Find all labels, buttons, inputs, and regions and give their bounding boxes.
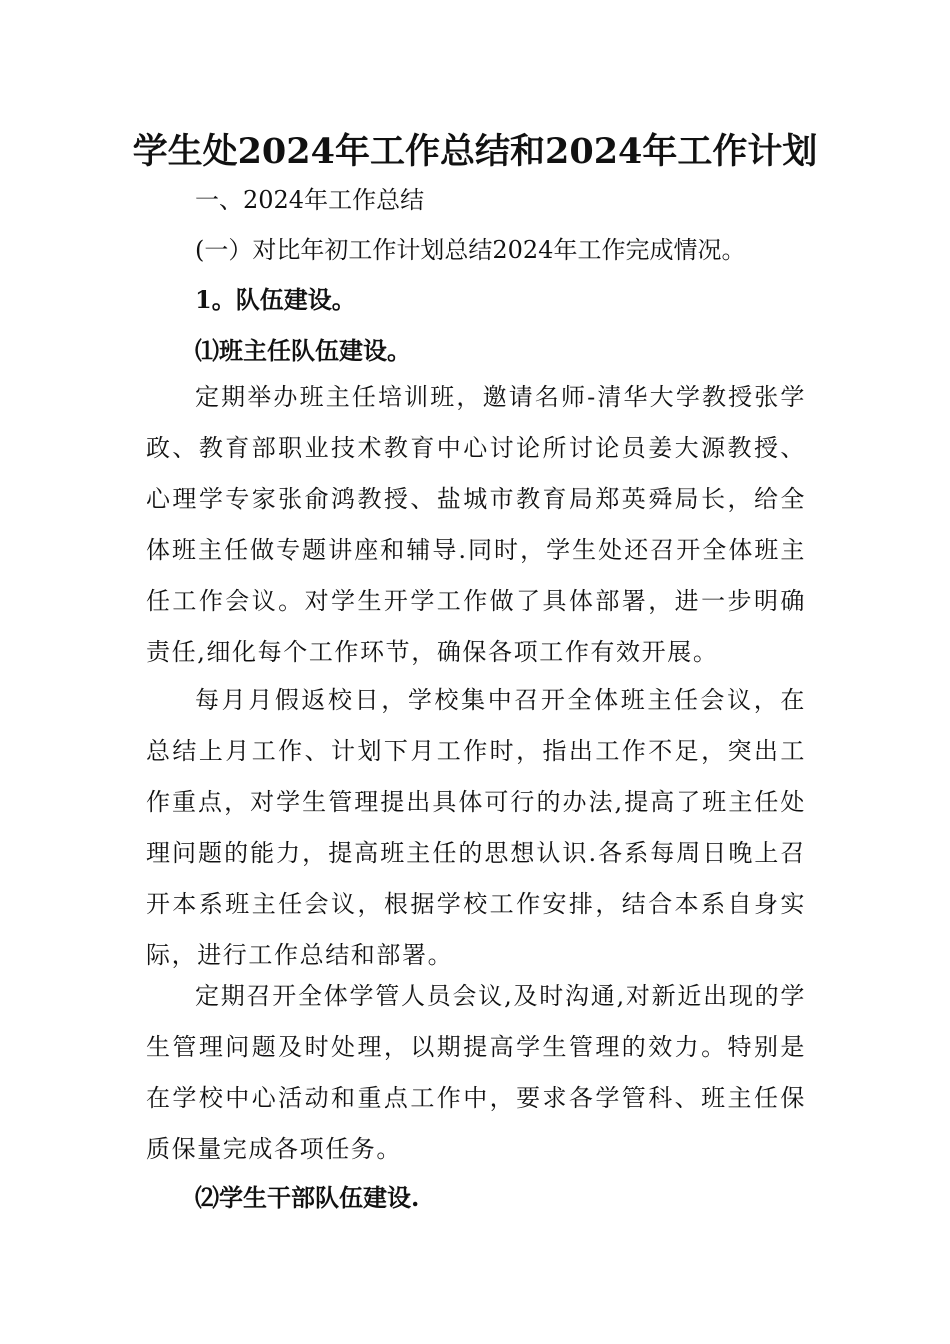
paragraph-training: 定期举办班主任培训班，邀请名师-清华大学教授张学政、教育部职业技术教育中心讨论所讨论员姜大源教授、心理学专家张俞鸿教授、盐城市教育局郑英舜局长，给全体班主任做专题讲座和辅导.同时，学生处还召开全体班主任工作会议。对学生开学工作做了具体部署，进一步明确责任,细化每个工作环节，确保各项工作有效开展。 — [146, 383, 806, 666]
document-title: 学生处2024年工作总结和2024年工作计划 — [132, 131, 818, 172]
paragraph-staff-meeting: 定期召开全体学管人员会议,及时沟通,对新近出现的学生管理问题及时处理，以期提高学生管理的效力。特别是在学校中心活动和重点工作中，要求各学管科、班主任保质保量完成各项任务。 — [146, 982, 806, 1163]
item-heading-team-building: 1。队伍建设。 — [195, 285, 356, 314]
subsection-heading: (一）对比年初工作计划总结2024年工作完成情况。 — [195, 236, 746, 264]
paragraph-monthly-meeting: 每月月假返校日，学校集中召开全体班主任会议，在总结上月工作、计划下月工作时，指出工作不足，突出工作重点，对学生管理提出具体可行的办法,提高了班主任处理问题的能力，提高班主任的思想认识.各系每周日晚上召开本系班主任会议，根据学校工作安排，结合本系自身实际，进行工作总结和部署。 — [146, 686, 806, 969]
item-heading-student-cadre-team: ⑵学生干部队伍建设. — [195, 1183, 420, 1212]
item-heading-head-teacher-team: ⑴班主任队伍建设。 — [195, 336, 411, 365]
section-heading-summary: 一、2024年工作总结 — [195, 186, 425, 214]
